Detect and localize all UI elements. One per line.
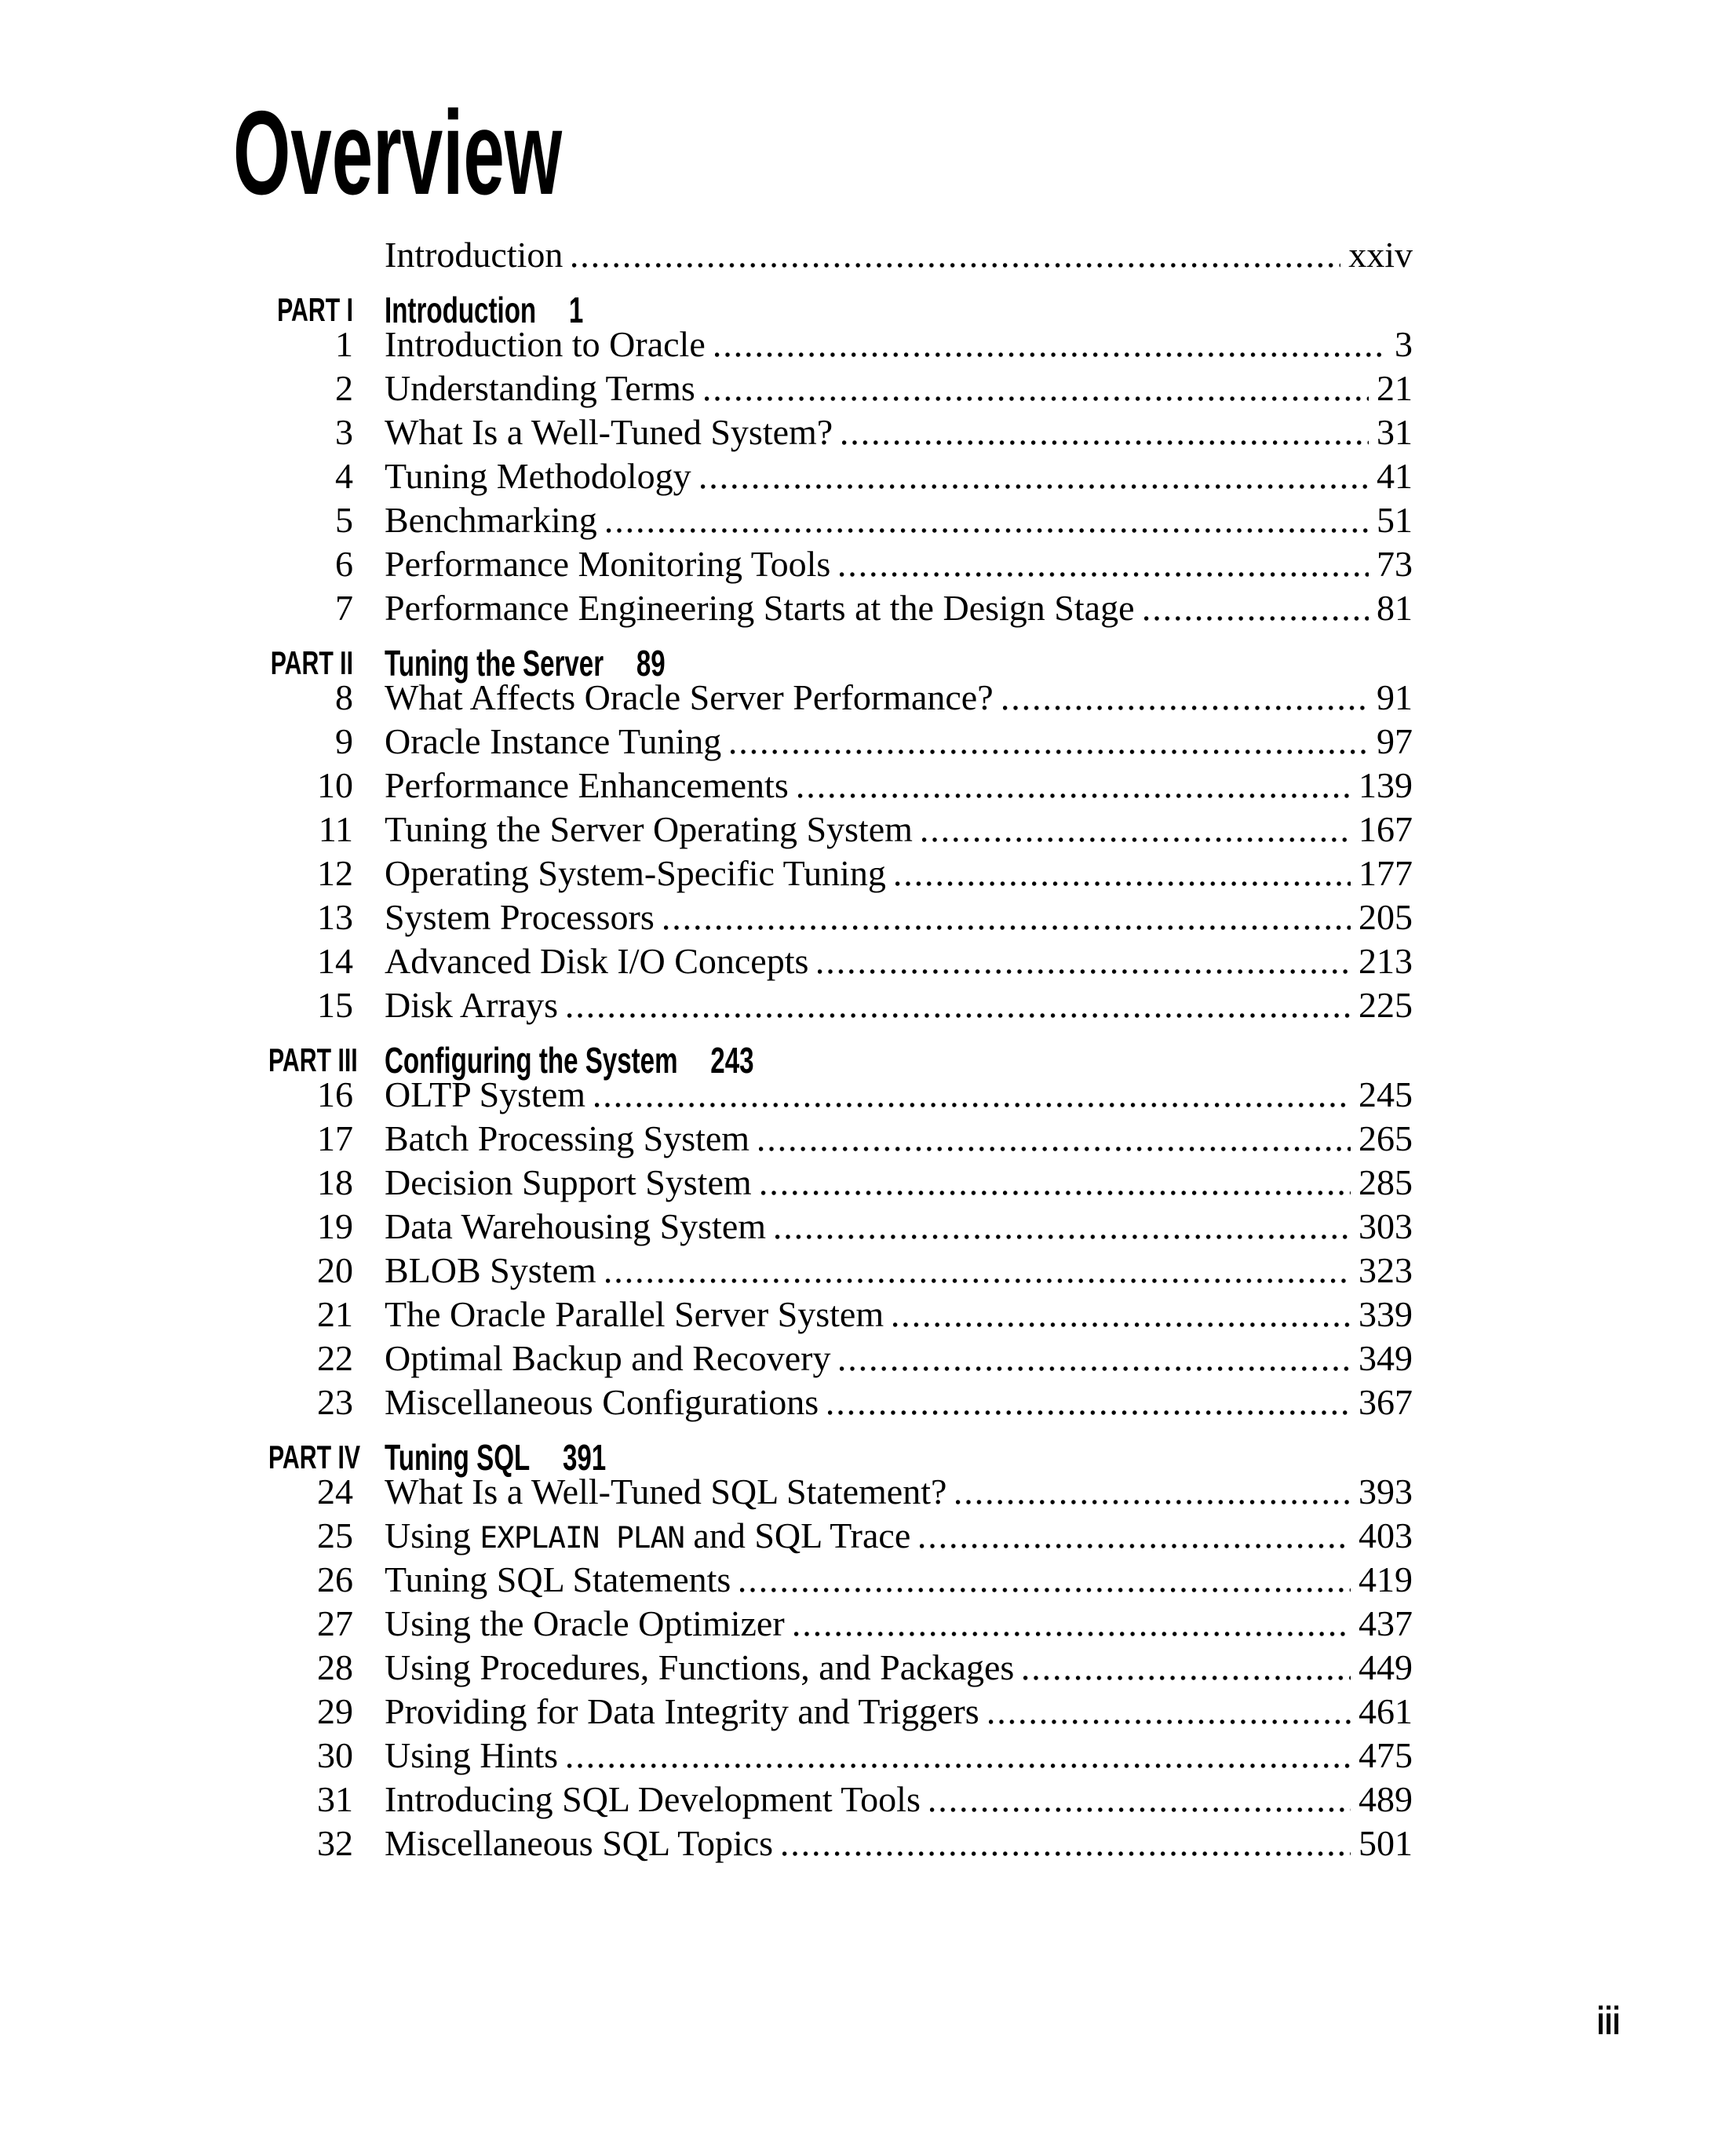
page-number: 303 xyxy=(1359,1206,1413,1246)
page-number: 31 xyxy=(1377,412,1413,452)
page-number: 449 xyxy=(1359,1647,1413,1687)
code-term: EXPLAIN PLAN xyxy=(480,1520,684,1555)
chapter-title: Introduction to Oracle xyxy=(385,324,706,364)
dot-leader xyxy=(895,880,1351,888)
toc-entry xyxy=(235,1514,1413,1558)
page-number: 393 xyxy=(1359,1472,1413,1512)
chapter-number: 27 xyxy=(317,1603,353,1643)
page-number: 139 xyxy=(1359,765,1413,805)
dot-leader xyxy=(840,1365,1351,1373)
toc-entry xyxy=(235,1734,1413,1778)
dot-leader xyxy=(840,571,1369,578)
page-number: 205 xyxy=(1359,897,1413,937)
chapter-number: 28 xyxy=(317,1647,353,1687)
chapter-number: 14 xyxy=(317,941,353,981)
part-label: PART IV xyxy=(268,1439,361,1475)
toc-entry xyxy=(235,895,1413,939)
page-number: 41 xyxy=(1377,456,1413,496)
toc-entry xyxy=(235,498,1413,542)
chapter-number: 11 xyxy=(318,809,353,849)
dot-leader xyxy=(893,1321,1351,1329)
title-text: and SQL Trace xyxy=(684,1515,911,1555)
toc-entry xyxy=(235,1380,1413,1424)
chapter-number: 9 xyxy=(335,721,353,761)
part-page-number: 243 xyxy=(710,1040,754,1081)
chapter-number: 1 xyxy=(335,324,353,364)
chapter-title: System Processors xyxy=(385,897,655,937)
toc-entry xyxy=(235,852,1413,895)
page-number: 323 xyxy=(1359,1250,1413,1290)
page-number: 461 xyxy=(1359,1691,1413,1731)
part-title: Tuning SQL xyxy=(385,1437,531,1478)
toc-entry xyxy=(235,720,1413,764)
dot-leader xyxy=(922,836,1351,844)
page-number: 339 xyxy=(1359,1294,1413,1334)
dot-leader xyxy=(572,261,1340,269)
part-title-group xyxy=(385,290,583,330)
chapter-title: Benchmarking xyxy=(385,500,597,540)
dot-leader xyxy=(1023,1674,1351,1682)
page-number: 167 xyxy=(1359,809,1413,849)
chapter-title: Using Hints xyxy=(385,1735,559,1775)
chapter-number: 13 xyxy=(317,897,353,937)
toc-entry xyxy=(235,542,1413,586)
page-number: 419 xyxy=(1359,1559,1413,1599)
dot-leader xyxy=(731,748,1369,756)
chapter-title: The Oracle Parallel Server System xyxy=(385,1294,884,1334)
dot-leader xyxy=(930,1806,1351,1814)
chapter-title: Decision Support System xyxy=(385,1162,752,1202)
dot-leader xyxy=(606,1277,1351,1285)
chapter-title: Performance Monitoring Tools xyxy=(385,544,831,584)
dot-leader xyxy=(567,1762,1351,1770)
toc-entry xyxy=(235,233,1413,277)
toc-entry xyxy=(235,1602,1413,1646)
page-number: 21 xyxy=(1377,368,1413,408)
dot-leader xyxy=(759,1145,1351,1153)
chapter-number: 24 xyxy=(317,1472,353,1512)
chapter-title: What Is a Well-Tuned System? xyxy=(385,412,833,452)
chapter-number: 20 xyxy=(317,1250,353,1290)
dot-leader xyxy=(701,483,1369,491)
chapter-title xyxy=(385,1514,910,1558)
chapter-number: 25 xyxy=(317,1515,353,1555)
toc-entry xyxy=(235,1337,1413,1380)
toc-entry xyxy=(235,1778,1413,1822)
toc-entry xyxy=(235,1249,1413,1293)
dot-leader xyxy=(775,1233,1351,1241)
chapter-number: 10 xyxy=(317,765,353,805)
chapter-number: 16 xyxy=(317,1074,353,1114)
page-number: 225 xyxy=(1359,985,1413,1025)
page-title: Overview xyxy=(233,86,563,220)
page-number: 91 xyxy=(1377,677,1413,717)
dot-leader xyxy=(705,395,1369,403)
dot-leader xyxy=(794,1630,1351,1638)
part-label: PART III xyxy=(268,1041,358,1078)
page-number: xxiv xyxy=(1348,235,1413,275)
part-title-group xyxy=(385,1041,754,1080)
toc-list xyxy=(235,233,1413,1865)
chapter-number: 8 xyxy=(335,677,353,717)
dot-leader xyxy=(920,1542,1351,1550)
chapter-number: 30 xyxy=(317,1735,353,1775)
dot-leader xyxy=(761,1189,1351,1197)
page-number: 3 xyxy=(1395,324,1413,364)
chapter-number xyxy=(235,233,353,277)
chapter-number: 18 xyxy=(317,1162,353,1202)
toc-entry xyxy=(235,454,1413,498)
chapter-title: Using Procedures, Functions, and Packages xyxy=(385,1647,1015,1687)
chapter-title: Data Warehousing System xyxy=(385,1206,767,1246)
page-number: 177 xyxy=(1359,853,1413,893)
chapter-number: 7 xyxy=(335,588,353,628)
dot-leader xyxy=(664,924,1351,932)
toc-entry xyxy=(235,586,1413,630)
page-number: 285 xyxy=(1359,1162,1413,1202)
chapter-title: What Affects Oracle Server Performance? xyxy=(385,677,994,717)
chapter-number: 3 xyxy=(335,412,353,452)
toc-entry xyxy=(235,808,1413,852)
page-number: 73 xyxy=(1377,544,1413,584)
dot-leader xyxy=(595,1101,1351,1109)
chapter-title: Batch Processing System xyxy=(385,1118,750,1158)
chapter-number: 21 xyxy=(317,1294,353,1334)
page-number: 97 xyxy=(1377,721,1413,761)
dot-leader xyxy=(740,1586,1351,1594)
dot-leader xyxy=(989,1718,1351,1726)
part-page-number: 391 xyxy=(562,1437,607,1478)
chapter-number: 4 xyxy=(335,456,353,496)
chapter-number: 29 xyxy=(317,1691,353,1731)
chapter-number: 2 xyxy=(335,368,353,408)
page-number: 265 xyxy=(1359,1118,1413,1158)
dot-leader xyxy=(1003,704,1369,712)
chapter-title: Advanced Disk I/O Concepts xyxy=(385,941,809,981)
chapter-number: 19 xyxy=(317,1206,353,1246)
toc-entry xyxy=(235,764,1413,808)
chapter-title: Tuning Methodology xyxy=(385,456,691,496)
page-number: 475 xyxy=(1359,1735,1413,1775)
page-number: 367 xyxy=(1359,1382,1413,1422)
page-number: 437 xyxy=(1359,1603,1413,1643)
chapter-number: 15 xyxy=(317,985,353,1025)
dot-leader xyxy=(607,527,1369,534)
toc-entry xyxy=(235,1646,1413,1690)
chapter-title: Tuning SQL Statements xyxy=(385,1559,731,1599)
chapter-title: Using the Oracle Optimizer xyxy=(385,1603,785,1643)
toc-entry xyxy=(235,1205,1413,1249)
chapter-number: 17 xyxy=(317,1118,353,1158)
chapter-title: BLOB System xyxy=(385,1250,596,1290)
page-number: 403 xyxy=(1359,1515,1413,1555)
chapter-title: What Is a Well-Tuned SQL Statement? xyxy=(385,1472,947,1512)
part-page-number: 89 xyxy=(636,643,666,684)
chapter-number: 12 xyxy=(317,853,353,893)
part-title: Tuning the Server xyxy=(385,643,604,684)
toc-entry xyxy=(235,1822,1413,1865)
dot-leader xyxy=(828,1409,1351,1417)
page-number: 51 xyxy=(1377,500,1413,540)
chapter-number: 23 xyxy=(317,1382,353,1422)
chapter-title: Performance Enhancements xyxy=(385,765,789,805)
chapter-title: Optimal Backup and Recovery xyxy=(385,1338,831,1378)
dot-leader xyxy=(782,1850,1351,1858)
toc-entry xyxy=(235,410,1413,454)
part-label: PART II xyxy=(270,644,353,681)
chapter-title: Performance Engineering Starts at the Design Stage xyxy=(385,588,1135,628)
chapter-title: Oracle Instance Tuning xyxy=(385,721,722,761)
toc-entry xyxy=(235,983,1413,1027)
part-page-number: 1 xyxy=(568,290,584,330)
chapter-number: 22 xyxy=(317,1338,353,1378)
chapter-title: Tuning the Server Operating System xyxy=(385,809,913,849)
page-number: 489 xyxy=(1359,1779,1413,1819)
toc-entry xyxy=(235,367,1413,410)
part-title: Configuring the System xyxy=(385,1040,678,1081)
page-number: 81 xyxy=(1377,588,1413,628)
chapter-number: 6 xyxy=(335,544,353,584)
page-number: 245 xyxy=(1359,1074,1413,1114)
chapter-number: 5 xyxy=(335,500,353,540)
folio-page-number: iii xyxy=(1596,1999,1621,2043)
toc-entry xyxy=(235,939,1413,983)
page-number: 501 xyxy=(1359,1823,1413,1863)
chapter-title: Miscellaneous Configurations xyxy=(385,1382,819,1422)
dot-leader xyxy=(798,792,1351,800)
dot-leader xyxy=(567,1012,1351,1019)
part-label: PART I xyxy=(277,291,353,328)
chapter-title: Disk Arrays xyxy=(385,985,559,1025)
part-title: Introduction xyxy=(385,290,537,330)
chapter-title: OLTP System xyxy=(385,1074,586,1114)
chapter-title: Understanding Terms xyxy=(385,368,695,408)
chapter-number: 32 xyxy=(317,1823,353,1863)
chapter-title: Miscellaneous SQL Topics xyxy=(385,1823,774,1863)
dot-leader xyxy=(842,439,1369,447)
dot-leader xyxy=(1144,614,1369,622)
title-text: Using xyxy=(385,1515,480,1555)
chapter-title: Operating System-Specific Tuning xyxy=(385,853,886,893)
page-number: 349 xyxy=(1359,1338,1413,1378)
toc-entry xyxy=(235,1161,1413,1205)
toc-entry xyxy=(235,1690,1413,1734)
toc-entry xyxy=(235,1117,1413,1161)
part-title-group xyxy=(385,1438,606,1477)
dot-leader xyxy=(956,1498,1351,1506)
chapter-title: Introduction xyxy=(385,235,563,275)
part-title-group xyxy=(385,644,666,683)
page-number: 213 xyxy=(1359,941,1413,981)
dot-leader xyxy=(715,351,1387,359)
toc-entry xyxy=(235,1293,1413,1337)
chapter-title: Providing for Data Integrity and Triggers xyxy=(385,1691,979,1731)
chapter-number: 26 xyxy=(317,1559,353,1599)
chapter-title: Introducing SQL Development Tools xyxy=(385,1779,921,1819)
chapter-number: 31 xyxy=(317,1779,353,1819)
dot-leader xyxy=(818,968,1351,976)
toc-entry xyxy=(235,1558,1413,1602)
